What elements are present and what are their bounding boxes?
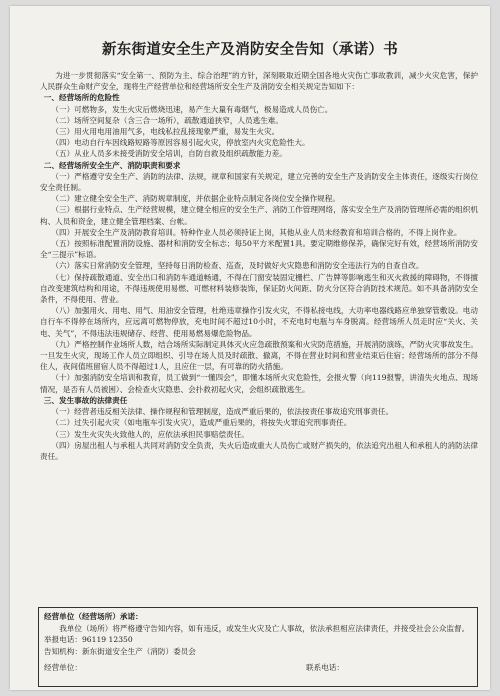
notice-body bbox=[40, 70, 478, 462]
section-2-item: （五）按照标准配置消防设施、器材和消防安全标志；每50平方米配置1具。要定期维修保养，确保完好有效，经营场所消防安全“三提示”标语。 bbox=[40, 239, 478, 260]
section-2-item: （十）加强消防安全培训和教育，员工做到“一懂四会”，即懂本场所火灾危险性，会报火警（向119报警，讲清失火地点、现场情况，是否有人员被困）、会检查火灾隐患、会扑救初起火灾，会组织疏散逃生。 bbox=[40, 373, 478, 394]
notifier-name: 新东街道安全生产（消防）委员会 bbox=[81, 646, 196, 656]
section-1-item: （四）电动自行车因线路短路等原因容易引起火灾，停放室内火灾危险性大。 bbox=[51, 138, 310, 148]
notice-sheet bbox=[10, 6, 490, 690]
section-2-heading: 二、经营场所安全生产、消防职责和要求 bbox=[43, 160, 181, 170]
section-2-item: （三）根据行业特点、生产经营规模，建立健全相应的安全生产、消防工作管理网络，落实安全生产及消防管理所必需的组织机构、人员和资金，建立健全管理档案、台帐。 bbox=[40, 205, 478, 226]
intro-paragraph: 为进一步贯彻落实“安全第一、预防为主、综合治理”的方针，深刻吸取近期全国各地火灾伤亡事故教训，减少火灾危害，保护人民群众生命财产安全，现将生产经营单位和经营场所安全生产及消防安全相关规定告知如下： bbox=[40, 71, 478, 92]
hotline-label: 举报电话： bbox=[44, 635, 82, 644]
unit-label: 经营单位： bbox=[44, 663, 82, 672]
promise-box bbox=[38, 607, 478, 687]
notifier-line bbox=[44, 646, 472, 658]
signature-row bbox=[44, 662, 344, 674]
section-2-item: （八）加强用火、用电、用气、用油安全管理，杜绝违章操作引发火灾，不得私接电线，大功率电器线路应单独穿管敷设。电动自行车不得停在场所内，应远离可燃物停放，充电时间不超过10小时，不充电时电瓶与车身脱离。经营场所人员走时应“关火、关电、关气”，不得违法违规储存、经营、使用易燃易爆危险物品。 bbox=[40, 306, 478, 338]
section-3-item: （三）发生火灾失火致他人的，应依法承担民事赔偿责任。 bbox=[51, 429, 249, 439]
section-1-item: （三）用火用电用油用气多，电线私拉乱接现象严重，易发生火灾。 bbox=[51, 127, 280, 137]
section-1-heading: 一、经营场所的危险性 bbox=[43, 93, 120, 103]
section-3-item: （四）房屋出租人与承租人共同对消防安全负责，失火后造成重大人员伤亡或财产损失的，依法追究出租人和承租人的消防法律责任。 bbox=[40, 440, 478, 461]
section-1-item: （一）可燃物多，发生火灾后燃烧迅速，易产生大量有毒烟气，极易造成人员伤亡。 bbox=[51, 104, 333, 114]
hotline-numbers: 96119 12350 bbox=[81, 635, 133, 644]
section-2-item: （九）严格控制作业场所人数，结合场所实际制定具体灭火应急疏散预案和火灾防范措施，开展消防演练，严防火灾事故发生。一旦发生火灾，现场工作人员立即组织、引导在场人员及时疏散、撤离，不得在营业时间和营业结束后住宿；经营场所的部分不得住人，夜间值班留宿人员不得超过1人，且应住一层，有可靠的防火措施。 bbox=[40, 339, 478, 372]
promise-text: 我单位（场所）将严格遵守告知内容，如有违反，或发生火灾及亡人事故，依法承担相应法律责任，并接受社会公众监督。 bbox=[59, 623, 470, 633]
section-2-item: （二）建立健全安全生产、消防规章制度，并依据企业特点制定各岗位安全操作规程。 bbox=[51, 194, 340, 204]
section-1-item: （二）场所空间复杂（含三合一场所），疏散通道狭窄，人员逃生难。 bbox=[51, 115, 283, 125]
document-title: 新东街道安全生产及消防安全告知（承诺）书 bbox=[102, 42, 398, 58]
hotline-line bbox=[44, 634, 472, 646]
section-2-item: （七）保持疏散通道、安全出口和消防车通道畅通，不得在门窗安装固定栅栏、广告牌等影响逃生和灭火救援的障碍物，不得擅自改变建筑结构和用途，不得违规使用易燃、可燃材料装修装饰，保证防火间距、防火分区符合消防技术规范。如不具备消防安全条件，不得使用、营业。 bbox=[40, 272, 478, 305]
section-2-item: （四）开展安全生产及消防教育培训。特种作业人员必须持证上岗，其他从业人员未经教育和培训合格的，不得上岗作业。 bbox=[51, 227, 462, 237]
section-3-item: （一）经营者违反相关法律、操作规程和管理制度，造成严重后果的，依法按责任事故追究刑事责任。 bbox=[51, 407, 394, 417]
contact-label: 联系电话： bbox=[306, 663, 344, 672]
section-1-item: （五）从业人员多未接受消防安全培训，自防自救及组织疏散能力差。 bbox=[51, 149, 287, 159]
section-3-item: （二）过失引起火灾（如电瓶车引发火灾），造成严重后果的，将按失火罪追究刑事责任。 bbox=[51, 418, 352, 428]
promise-heading: 经营单位（经营场所）承诺： bbox=[44, 612, 143, 621]
section-2-item: （六）落实日常消防安全管理，坚持每日消防检查、巡查，及时做好火灾隐患和消防安全违法行为的自查自改。 bbox=[51, 261, 424, 271]
section-3-heading: 三、发生事故的法律责任 bbox=[43, 395, 128, 405]
notifier-label: 告知机构： bbox=[44, 646, 82, 656]
section-2-item: （一）严格遵守安全生产、消防的法律、法规，规章和国家有关规定，建立完善的安全生产及消防安全主体责任，逐级实行岗位安全责任制。 bbox=[40, 171, 478, 193]
